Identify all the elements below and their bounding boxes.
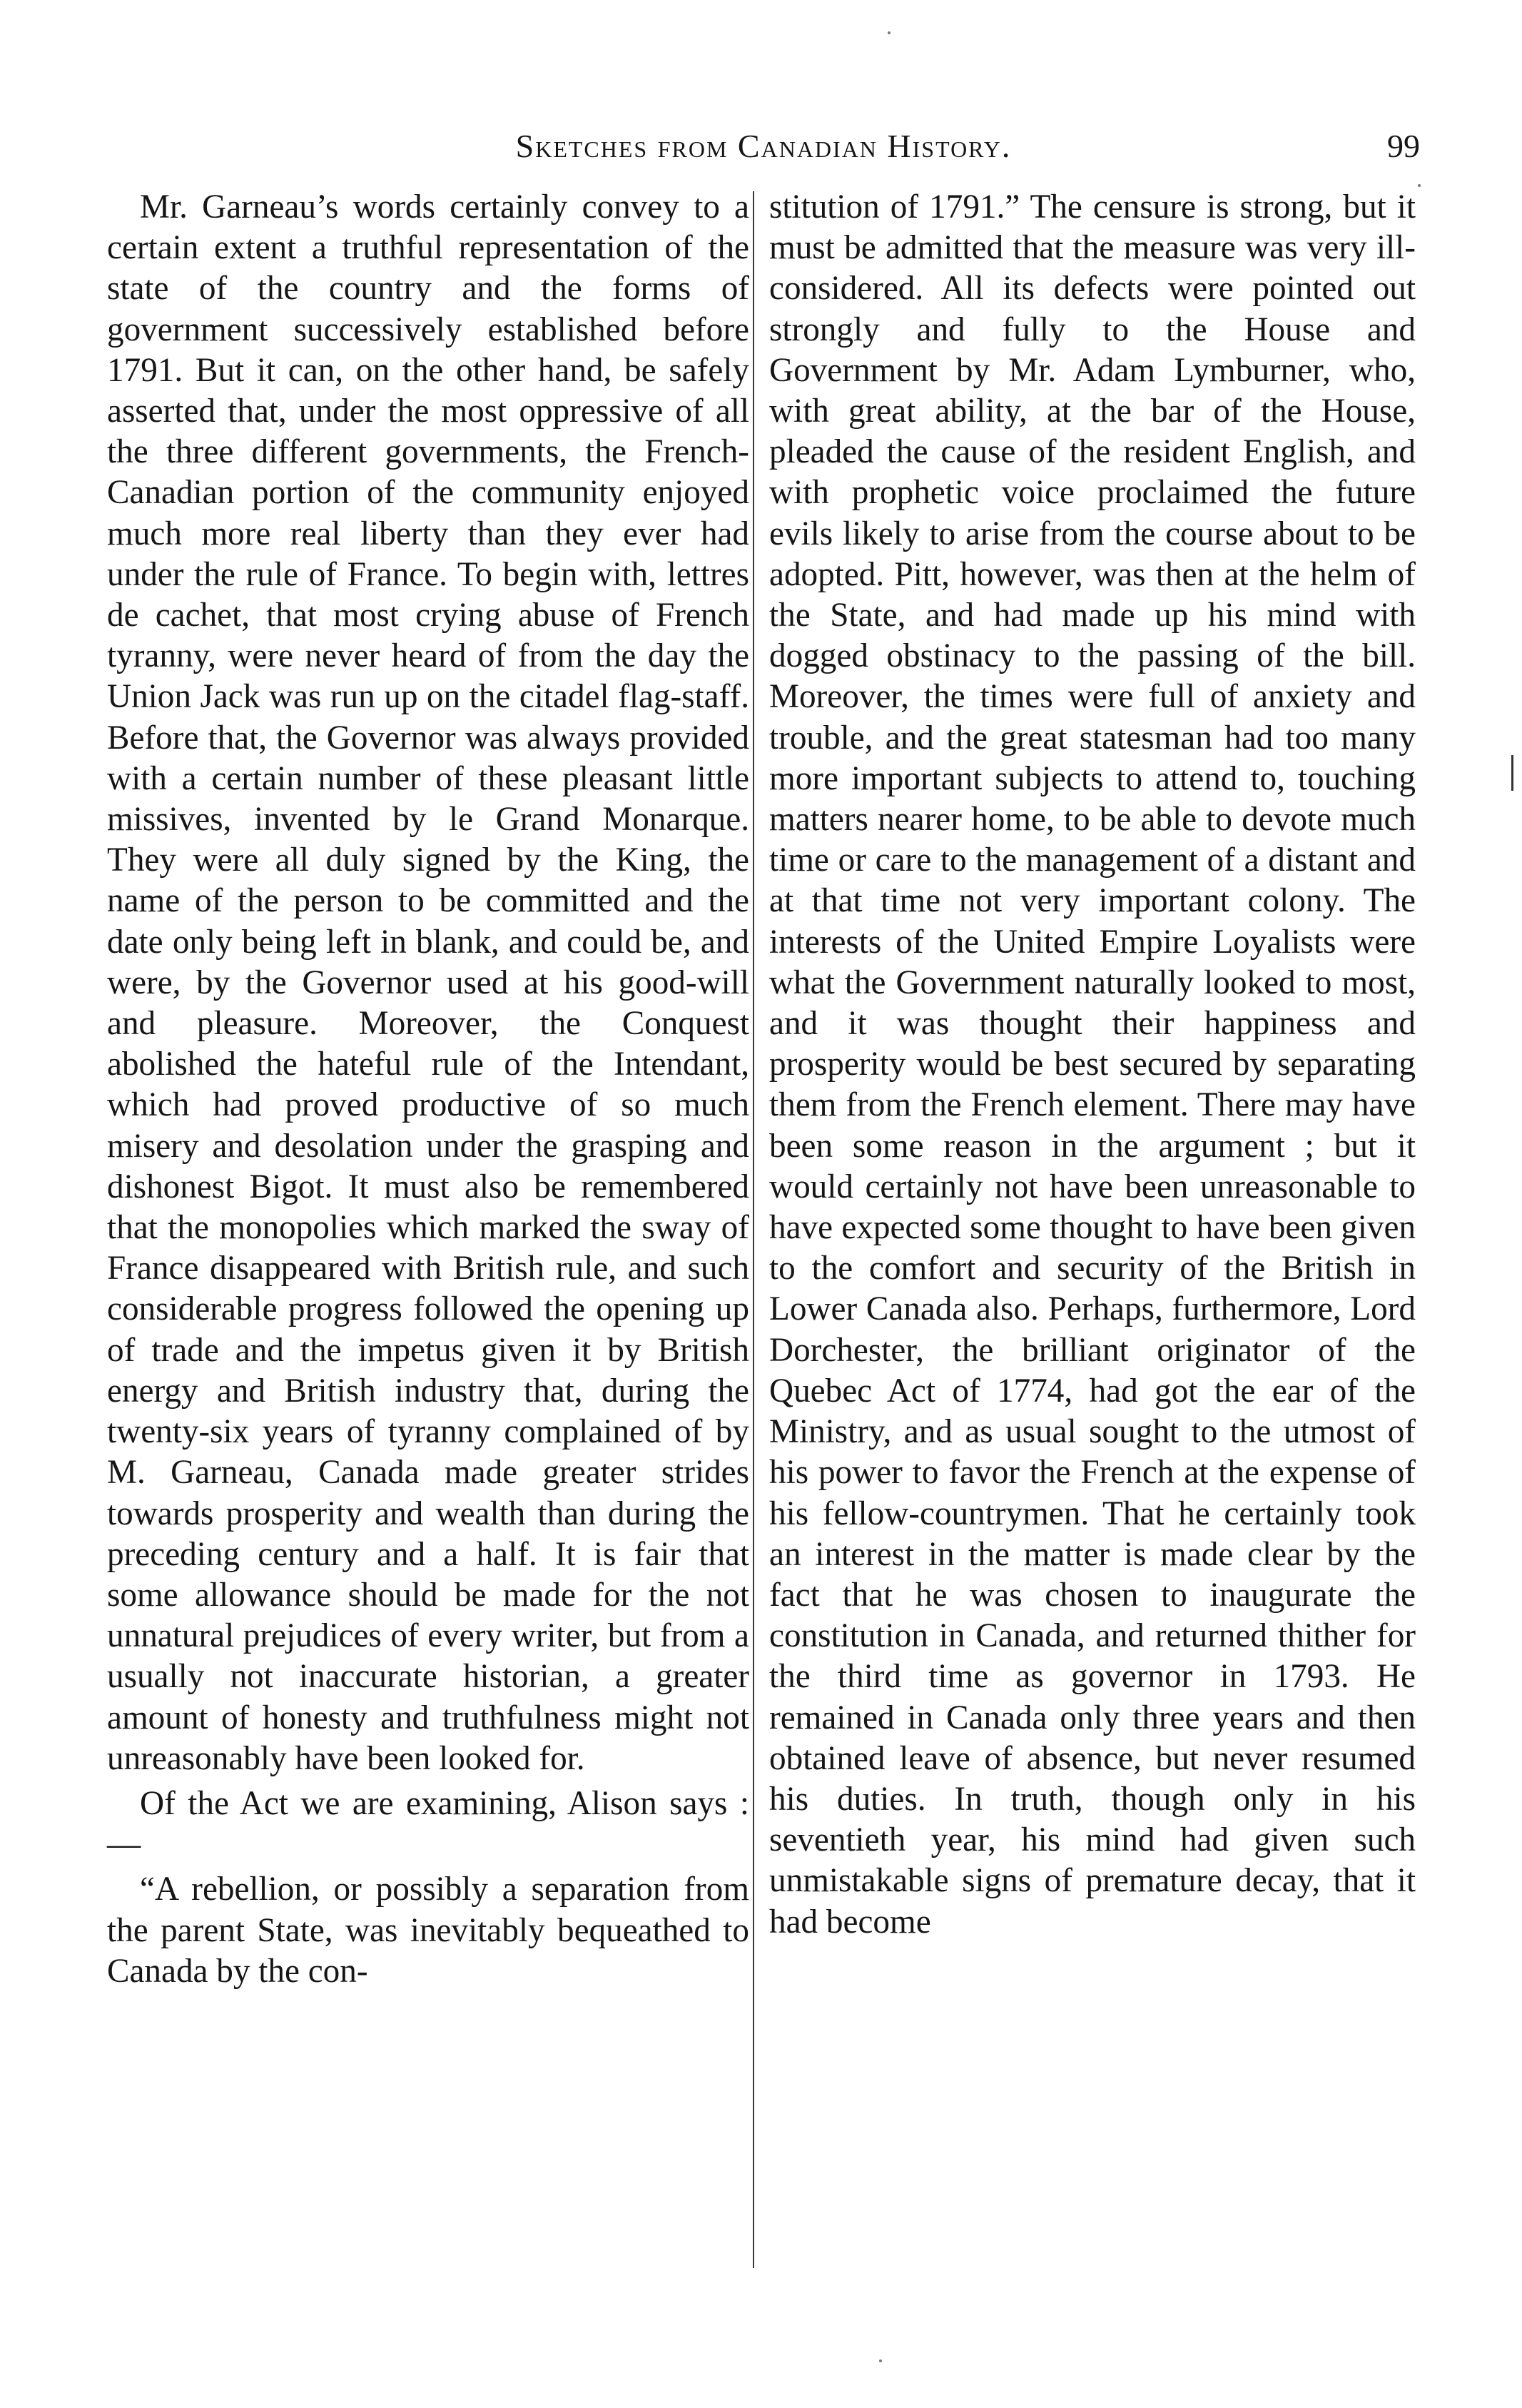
scan-speck — [879, 2359, 882, 2362]
paragraph-alison-intro: Of the Act we are examining, Alison says :— — [107, 1784, 749, 1863]
scan-speck — [1418, 184, 1421, 187]
paragraph-constitution-1791: stitution of 1791.” The censure is strong, but it must be admitted that the measure was very ill-considered. All its defects were pointed out strongly and fully to the House and Government by Mr. Adam Lymburner, who, with great ability, at the bar of the House, pleaded the cause of the resident English, and with prophetic voice proclaimed the future evils likely to arise from the course about to be adopted. Pitt, however, was then at the helm of the State, and had made up his mind with dogged obstinacy to the passing of the bill. Moreover, the times were full of anxiety and trouble, and the great statesman had too many more important subjects to attend to, touching matters nearer home, to be able to devote much time or care to the management of a distant and at that time not very important colony. The interests of the United Empire Loyalists were what the Government naturally looked to most, and it was thought their happiness and prosperity would be best secured by separating them from the French element. There may have been some reason in the argument ; but it would certainly not have been unreasonable to have expected some thought to have been given to the comfort and security of the British in Lower Canada also. Perhaps, furthermore, Lord Dorchester, the brilliant originator of the Quebec Act of 1774, had got the ear of the Ministry, and as usual sought to the utmost of his power to favor the French at the expense of his fellow-countrymen. That he certainly took an interest in the matter is made clear by the fact that he was chosen to inaugurate the constitution in Canada, and returned thither for the third time as governor in 1793. He remained in Canada only three years and then obtained leave of absence, but never resumed his duties. In truth, though only in his seventieth year, his mind had given such unmistakable signs of premature decay, that it had become — [769, 188, 1416, 1941]
paragraph-garneau: Mr. Garneau’s words certainly convey to a certain extent a truthful representation of the state of the country and the forms of government successively established before 1791. But it can, on the other hand, be safely asserted that, under the most oppressive of all the three different governments, the French-Canadian portion of the community enjoyed much more real liberty than they ever had under the rule of France. To begin with, lettres de cachet, that most crying abuse of French tyranny, were never heard of from the day the Union Jack was run up on the citadel flag-staff. Before that, the Governor was always provided with a certain number of these pleasant little missives, invented by le Grand Monarque. They were all duly signed by the King, the name of the person to be committed and the date only being left in blank, and could be, and were, by the Governor used at his good-will and pleasure. Moreover, the Conquest abolished the hateful rule of the Intendant, which had proved productive of so much misery and desolation under the grasping and dishonest Bigot. It must also be remembered that the monopolies which marked the sway of France disappeared with British rule, and such considerable progress followed the opening up of trade and the impetus given it by British energy and British industry that, during the twenty-six years of tyranny complained of by M. Garneau, Canada made greater strides towards prosperity and wealth than during the preceding century and a half. It is fair that some allowance should be made for the not unnatural prejudices of every writer, but from a usually not inaccurate historian, a greater amount of honesty and truthfulness might not unreasonably have been looked for. — [107, 188, 749, 1777]
left-column — [107, 187, 749, 1996]
page-header — [107, 127, 1420, 177]
paragraph-alison-quote: “A rebellion, or possibly a separation from the parent State, was inevitably bequeathed to Canada by the con- — [107, 1871, 749, 1990]
column-divider — [753, 191, 754, 2268]
margin-mark — [1511, 755, 1513, 791]
running-head: Sketches from Canadian History. — [515, 128, 1012, 164]
scan-speck — [888, 31, 891, 34]
page-number: 99 — [1387, 128, 1420, 164]
right-column — [769, 187, 1416, 1947]
